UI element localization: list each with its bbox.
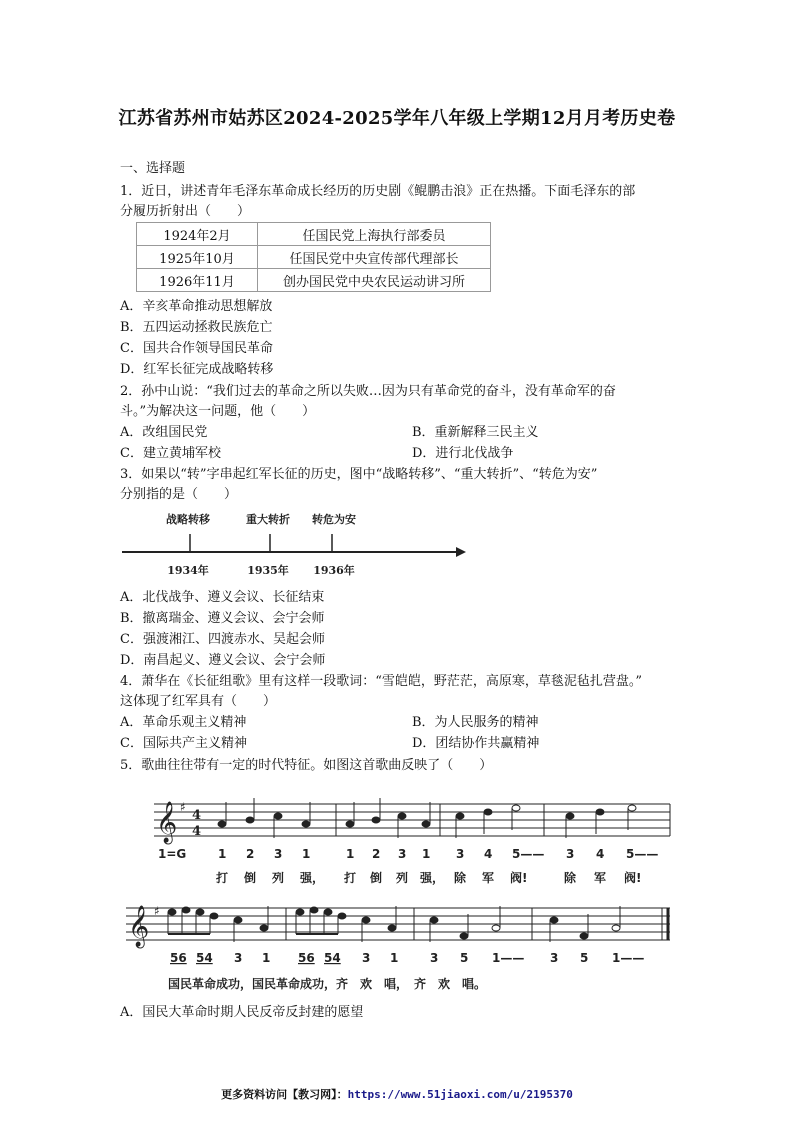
- svg-text:5: 5: [460, 951, 469, 965]
- key-signature: 1=G: [158, 847, 187, 861]
- lyrics-row-2: 国民革命成功，国民革命成功，齐 欢 唱， 齐 欢 唱。: [168, 977, 487, 991]
- svg-text:打: 打: [216, 871, 229, 885]
- music-score-row-2: [128, 896, 690, 1000]
- staff-lines: [154, 804, 670, 836]
- q4-option-b: B．为人民服务的精神: [412, 715, 539, 730]
- svg-text:3: 3: [274, 847, 283, 861]
- timeline-year-1935: 1935年: [247, 564, 289, 577]
- svg-text:打: 打: [344, 871, 357, 885]
- q3-stem-line1: 3．如果以“转”字串起红军长征的历史，图中“战略转移”、“重大转折”、“转危为安”: [120, 467, 598, 482]
- timeline-label-transfer: 战略转移: [166, 513, 210, 526]
- svg-text:阀!: 阀!: [624, 871, 642, 885]
- svg-text:4: 4: [596, 847, 605, 861]
- svg-text:1: 1: [346, 847, 355, 861]
- q5-stem: 5．歌曲往往带有一定的时代特征。如图这首歌曲反映了（ ）: [120, 758, 493, 773]
- table-row: [137, 246, 491, 269]
- table-cell-event: 任国民党中央宣传部代理部长: [258, 246, 491, 269]
- page-title: 江苏省苏州市姑苏区2024-2025学年八年级上学期12月月考历史卷: [118, 108, 676, 129]
- q3-stem-line2: 分别指的是（ ）: [120, 487, 238, 502]
- table-cell-date: 1925年10月: [137, 246, 258, 269]
- q1-option-a: A．辛亥革命推动思想解放: [120, 299, 273, 314]
- svg-text:军: 军: [482, 871, 495, 885]
- svg-text:阀!: 阀!: [510, 871, 528, 885]
- svg-text:5——: 5——: [626, 847, 659, 861]
- q4-option-d: D．团结协作共赢精神: [412, 736, 540, 751]
- svg-text:5——: 5——: [512, 847, 545, 861]
- footer-link[interactable]: https://www.51jiaoxi.com/u/2195370: [347, 1088, 573, 1101]
- svg-text:5: 5: [580, 951, 589, 965]
- q1-option-c: C．国共合作领导国民革命: [120, 341, 273, 356]
- music-score-row-1: [150, 788, 690, 892]
- q2-option-a: A．改组国民党: [120, 425, 208, 440]
- timeline-label-safety: 转危为安: [312, 513, 356, 526]
- svg-text:54: 54: [324, 951, 341, 965]
- svg-text:除: 除: [564, 871, 577, 885]
- q4-option-a: A．革命乐观主义精神: [120, 715, 247, 730]
- q1-option-b: B．五四运动拯救民族危亡: [120, 320, 273, 335]
- svg-text:1——: 1——: [612, 951, 645, 965]
- table-cell-date: 1924年2月: [137, 223, 258, 246]
- jianpu-row-2: [170, 951, 644, 965]
- svg-text:1——: 1——: [492, 951, 525, 965]
- timeline-year-1936: 1936年: [313, 564, 355, 577]
- svg-text:倒: 倒: [244, 871, 257, 885]
- q2-stem-line1: 2．孙中山说：“我们过去的革命之所以失败…因为只有革命党的奋斗，没有革命军的奋: [120, 384, 616, 399]
- svg-text:列: 列: [272, 871, 285, 885]
- long-march-timeline: [120, 508, 470, 586]
- lyrics-row-1: [215, 870, 641, 885]
- time-signature-bottom: 4: [192, 824, 202, 839]
- table-cell-event: 任国民党上海执行部委员: [258, 223, 491, 246]
- svg-text:3: 3: [566, 847, 575, 861]
- svg-text:1: 1: [422, 847, 431, 861]
- svg-text:列: 列: [396, 871, 409, 885]
- svg-text:1: 1: [218, 847, 227, 861]
- svg-text:3: 3: [398, 847, 407, 861]
- svg-text:除: 除: [454, 871, 467, 885]
- footer-prefix: 更多资料访问【教习网】：: [221, 1088, 348, 1101]
- q2-option-b: B．重新解释三民主义: [412, 425, 539, 440]
- sharp-icon: ♯: [180, 800, 186, 814]
- svg-text:54: 54: [196, 951, 213, 965]
- q2-stem-line2: 斗。”为解决这一问题，他（ ）: [120, 404, 316, 419]
- treble-clef-icon: 𝄞: [156, 802, 178, 843]
- time-signature-top: 4: [192, 808, 202, 823]
- timeline-label-turning-point: 重大转折: [246, 513, 290, 526]
- svg-text:2: 2: [246, 847, 255, 861]
- q3-option-a: A．北伐战争、遵义会议、长征结束: [120, 590, 325, 605]
- svg-text:3: 3: [456, 847, 465, 861]
- q1-option-d: D．红军长征完成战略转移: [120, 362, 274, 377]
- svg-text:强，: 强，: [300, 871, 325, 885]
- svg-text:1: 1: [390, 951, 399, 965]
- table-cell-event: 创办国民党中央农民运动讲习所: [258, 269, 491, 292]
- table-row: [137, 223, 491, 246]
- q2-option-c: C．建立黄埔军校: [120, 446, 221, 461]
- svg-text:2: 2: [372, 847, 381, 861]
- svg-text:3: 3: [550, 951, 559, 965]
- svg-text:3: 3: [234, 951, 243, 965]
- jianpu-row-1: [218, 847, 658, 861]
- q1-resume-table: [136, 222, 491, 292]
- footer: [0, 1086, 794, 1102]
- svg-text:56: 56: [298, 951, 315, 965]
- treble-clef-icon: 𝄞: [128, 906, 150, 947]
- svg-text:3: 3: [362, 951, 371, 965]
- table-row: [137, 269, 491, 292]
- q3-option-d: D．南昌起义、遵义会议、会宁会师: [120, 653, 326, 668]
- q4-stem-line1: 4．萧华在《长征组歌》里有这样一段歌词：“雪皑皑，野茫茫，高原寒，草毯泥毡扎营盘。”: [120, 674, 643, 689]
- q2-option-d: D．进行北伐战争: [412, 446, 514, 461]
- svg-text:强，: 强，: [420, 871, 445, 885]
- svg-text:1: 1: [302, 847, 311, 861]
- section-heading: 一、选择题: [120, 161, 186, 176]
- svg-text:1: 1: [262, 951, 271, 965]
- q4-stem-line2: 这体现了红军具有（ ）: [120, 694, 277, 709]
- svg-text:56: 56: [170, 951, 187, 965]
- q1-stem-line2: 分履历折射出（ ）: [120, 204, 251, 219]
- sharp-icon: ♯: [154, 904, 160, 918]
- q1-stem-line1: 1．近日，讲述青年毛泽东革命成长经历的历史剧《鲲鹏击浪》正在热播。下面毛泽东的部: [120, 184, 636, 199]
- q3-option-c: C．强渡湘江、四渡赤水、吴起会师: [120, 632, 325, 647]
- table-cell-date: 1926年11月: [137, 269, 258, 292]
- timeline-arrow-icon: [456, 547, 466, 557]
- svg-text:倒: 倒: [370, 871, 383, 885]
- svg-text:军: 军: [594, 871, 607, 885]
- q3-option-b: B．撤离瑞金、遵义会议、会宁会师: [120, 611, 325, 626]
- svg-text:3: 3: [430, 951, 439, 965]
- q4-option-c: C．国际共产主义精神: [120, 736, 247, 751]
- timeline-year-1934: 1934年: [167, 564, 209, 577]
- svg-text:4: 4: [484, 847, 493, 861]
- q5-option-a: A．国民大革命时期人民反帝反封建的愿望: [120, 1005, 364, 1020]
